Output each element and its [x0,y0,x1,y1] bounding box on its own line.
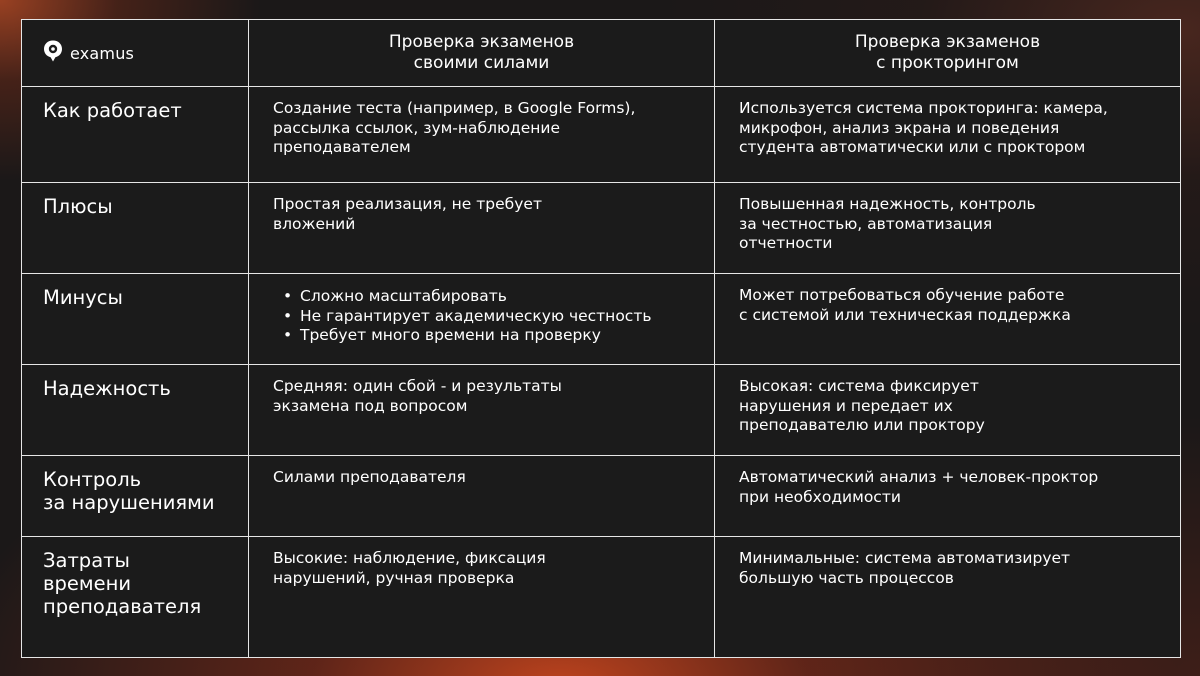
cell-line: вложений [273,214,356,233]
cell-line: Повышенная надежность, контроль [739,195,1036,213]
table-row [22,456,1181,537]
row-label-line: Минусы [43,286,123,309]
cell-line: микрофон, анализ экрана и поведения [739,118,1060,137]
row-label-pros [22,183,249,274]
list-item: • Требует много времени на проверку [283,326,714,346]
row-label-line: Как работает [43,99,182,122]
cell-line: при необходимости [739,487,901,506]
cell-self-check [249,537,715,658]
cell-line: студента автоматически или с проктором [739,138,1086,156]
row-label-line: Контроль [43,468,142,491]
cons-bullet-list [249,274,714,346]
cell-line: преподавателю или проктору [739,416,985,434]
examus-logo-icon [42,39,64,67]
header-proctoring-line: Проверка экзаменов [854,32,1041,52]
cell-line: рассылка ссылок, зум-наблюдение [273,118,561,137]
header-self-check-line: Проверка экзаменов [388,32,575,52]
cell-line: нарушения и передает их [739,396,953,415]
cell-line: Минимальные: система автоматизирует [739,549,1071,567]
row-label-line: за нарушениями [43,491,215,514]
cell-line: отчетности [739,234,833,252]
table-row [22,87,1181,183]
cell-proctoring [715,456,1181,537]
table-row [22,274,1181,365]
cell-line: Используется система прокторинга: камера, [739,99,1108,117]
cell-line: преподавателем [273,138,411,156]
comparison-table [21,19,1181,658]
cell-line: за честностью, автоматизация [739,214,993,233]
row-label-violation-control [22,456,249,537]
table-row [22,183,1181,274]
cell-line: Автоматический анализ + человек-проктор [739,468,1099,486]
cell-line: Создание теста (например, в Google Forms), [273,99,636,117]
cell-line: большую часть процессов [739,568,954,587]
row-label-line: Плюсы [43,195,113,218]
cell-line: экзамена под вопросом [273,396,468,415]
list-item: • Не гарантирует академическую честность [283,307,714,327]
cell-line: Силами преподавателя [273,468,466,486]
brand-logo [22,39,248,67]
cell-line: нарушений, ручная проверка [273,568,515,587]
cell-proctoring [715,365,1181,456]
brand-name: examus [70,43,135,63]
cell-line: Высокие: наблюдение, фиксация [273,549,546,567]
row-label-teacher-time-cost [22,537,249,658]
cell-line: Простая реализация, не требует [273,195,542,213]
cell-self-check [249,183,715,274]
cell-self-check [249,365,715,456]
cell-line: с системой или техническая поддержка [739,305,1071,324]
row-label-line: Затраты [43,549,130,572]
cell-proctoring [715,183,1181,274]
cell-self-check [249,87,715,183]
header-self-check-line: своими силами [413,53,550,73]
header-proctoring [715,20,1181,87]
table-row [22,537,1181,658]
row-label-reliability [22,365,249,456]
row-label-line: времени [43,572,131,595]
row-label-line: Надежность [43,377,171,400]
header-proctoring-line: с прокторингом [876,53,1019,73]
cell-self-check [249,274,715,365]
cell-proctoring [715,87,1181,183]
comparison-table-container [21,19,1180,657]
cell-proctoring [715,274,1181,365]
logo-cell [22,20,249,87]
header-self-check [249,20,715,87]
cell-self-check [249,456,715,537]
table-header-row [22,20,1181,87]
list-item: • Сложно масштабировать [283,287,714,307]
row-label-cons [22,274,249,365]
cell-line: Высокая: система фиксирует [739,377,979,395]
cell-line: Средняя: один сбой - и результаты [273,377,562,395]
table-row [22,365,1181,456]
row-label-how-it-works [22,87,249,183]
row-label-line: преподавателя [43,595,202,618]
cell-line: Может потребоваться обучение работе [739,286,1065,304]
cell-proctoring [715,537,1181,658]
